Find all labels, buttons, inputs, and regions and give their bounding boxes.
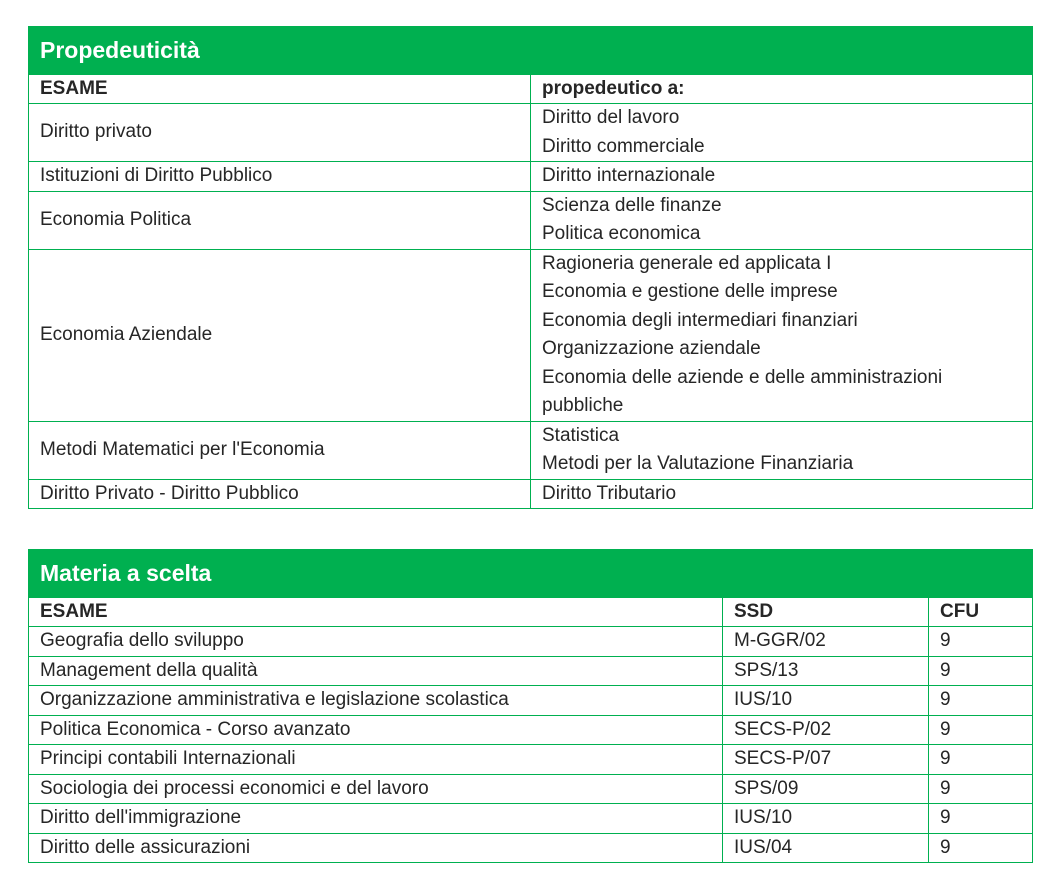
table-title-row [29, 27, 1033, 75]
propedeutico-cell [531, 249, 1033, 421]
cfu-cell: 9 [929, 627, 1033, 657]
table-row [29, 191, 1033, 249]
ssd-cell: SPS/09 [723, 774, 929, 804]
esame-cell: Diritto dell'immigrazione [29, 804, 723, 834]
table-row [29, 162, 1033, 192]
esame-cell: Principi contabili Internazionali [29, 745, 723, 775]
propedeutico-item: Diritto Tributario [542, 482, 677, 504]
cfu-cell: 9 [929, 745, 1033, 775]
column-header-ssd: SSD [723, 598, 929, 627]
materia-scelta-table [28, 549, 1033, 863]
propedeutico-item: Ragioneria generale ed applicata I [542, 252, 832, 274]
propedeuticita-table [28, 26, 1033, 509]
table-title: Materia a scelta [29, 550, 1033, 598]
esame-cell: Management della qualità [29, 656, 723, 686]
column-header-esame: ESAME [29, 598, 723, 627]
table-row [29, 421, 1033, 479]
propedeutico-cell [531, 191, 1033, 249]
propedeutico-cell [531, 104, 1033, 162]
ssd-cell: SECS-P/02 [723, 715, 929, 745]
propedeutico-item: Metodi per la Valutazione Finanziaria [542, 453, 854, 474]
ssd-cell: M-GGR/02 [723, 627, 929, 657]
esame-cell: Sociologia dei processi economici e del lavoro [29, 774, 723, 804]
table-row [29, 686, 1033, 716]
propedeutico-item: Organizzazione aziendale [542, 338, 761, 359]
table-row [29, 804, 1033, 834]
ssd-cell: IUS/10 [723, 804, 929, 834]
ssd-cell: IUS/04 [723, 833, 929, 863]
table-row [29, 774, 1033, 804]
propedeutico-item: Statistica [542, 424, 620, 446]
cfu-cell: 9 [929, 804, 1033, 834]
table-row [29, 715, 1033, 745]
table-row [29, 833, 1033, 863]
esame-cell: Politica Economica - Corso avanzato [29, 715, 723, 745]
cfu-cell: 9 [929, 686, 1033, 716]
propedeutico-cell [531, 162, 1033, 192]
cfu-cell: 9 [929, 656, 1033, 686]
propedeutico-item: Economia e gestione delle imprese [542, 281, 838, 302]
column-header-cfu: CFU [929, 598, 1033, 627]
propedeutico-cell [531, 479, 1033, 509]
propedeutico-item: Diritto del lavoro [542, 107, 680, 128]
table-title-row [29, 550, 1033, 598]
esame-cell: Organizzazione amministrativa e legislazione scolastica [29, 686, 723, 716]
propedeutico-item: Economia degli intermediari finanziari [542, 309, 858, 331]
propedeutico-item: Diritto internazionale [542, 165, 716, 186]
esame-cell: Istituzioni di Diritto Pubblico [29, 162, 531, 192]
table-row [29, 249, 1033, 421]
propedeutico-item: Economia delle aziende e delle amministrazioni [542, 366, 943, 388]
table-row [29, 627, 1033, 657]
header-row [29, 75, 1033, 104]
propedeutico-item: Diritto commerciale [542, 135, 705, 157]
ssd-cell: SPS/13 [723, 656, 929, 686]
ssd-cell: IUS/10 [723, 686, 929, 716]
cfu-cell: 9 [929, 774, 1033, 804]
propedeutico-item: Scienza delle finanze [542, 194, 722, 216]
esame-cell: Diritto delle assicurazioni [29, 833, 723, 863]
table-row [29, 745, 1033, 775]
esame-cell: Economia Politica [29, 191, 531, 249]
table-row [29, 104, 1033, 162]
esame-cell: Diritto Privato - Diritto Pubblico [29, 479, 531, 509]
esame-cell: Diritto privato [29, 104, 531, 162]
cfu-cell: 9 [929, 833, 1033, 863]
table-row [29, 656, 1033, 686]
propedeutico-cell [531, 421, 1033, 479]
column-header-esame: ESAME [29, 75, 531, 104]
esame-cell: Geografia dello sviluppo [29, 627, 723, 657]
esame-cell: Economia Aziendale [29, 249, 531, 421]
column-header-propedeutico: propedeutico a: [531, 75, 1033, 104]
header-row [29, 598, 1033, 627]
propedeutico-item: Politica economica [542, 223, 701, 244]
cfu-cell: 9 [929, 715, 1033, 745]
table-row [29, 479, 1033, 509]
table-title: Propedeuticità [29, 27, 1033, 75]
ssd-cell: SECS-P/07 [723, 745, 929, 775]
propedeutico-item: pubbliche [542, 395, 624, 416]
esame-cell: Metodi Matematici per l'Economia [29, 421, 531, 479]
